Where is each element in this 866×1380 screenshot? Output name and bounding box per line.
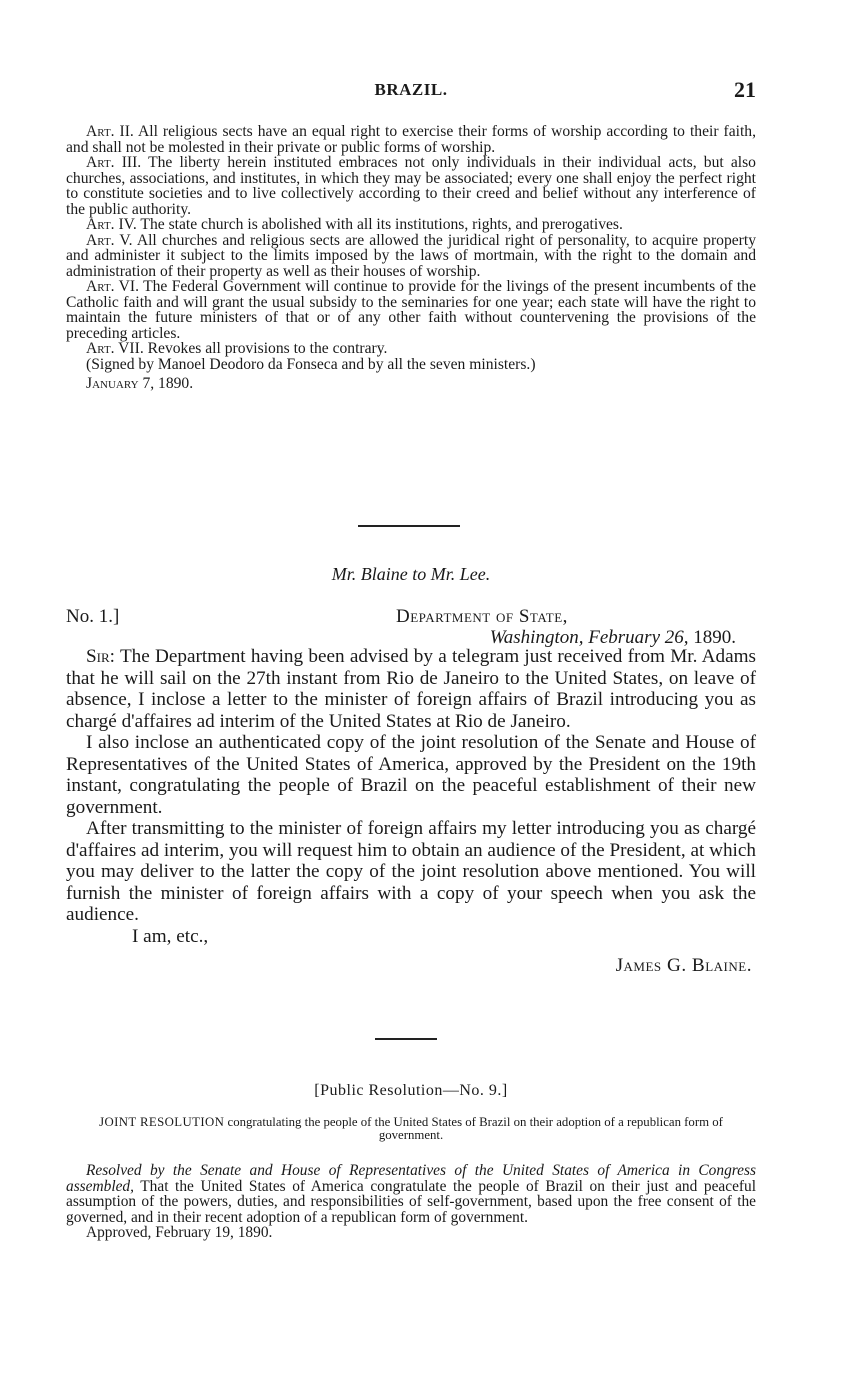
page-header [66, 77, 756, 110]
article-label: Art. VII. [86, 340, 144, 357]
signature: James G. Blaine. [615, 955, 752, 976]
resolution-paragraph [66, 1163, 756, 1225]
salutation: Sir: [86, 646, 116, 667]
article-2 [66, 124, 756, 155]
joint-text: congratulating the people of the United States of Brazil on their adoption of a republican form of government. [227, 1115, 723, 1142]
page-number: 21 [734, 77, 756, 102]
resolution-title [66, 1082, 756, 1100]
article-label: Art. VI. [86, 278, 139, 295]
article-text: The liberty herein instituted embraces not only individuals in their individual acts, but also churches, associations, and institutes, in which they may be associated; every one shall enjoy the perfect right to constitute societies and to live collectively according to their creed and belief without any interference of the public authority. [66, 154, 756, 218]
letter-paragraph: After transmitting to the minister of foreign affairs my letter introducing you as chargé d'affaires ad interim, you will request him to obtain an audience of the President, at which you may deliver to the latter the copy of the joint resolution above mentioned. You will furnish the minister of foreign affairs with a copy of your speech when you ask the audience. [66, 818, 756, 925]
article-text: The Federal Government will continue to provide for the livings of the present incumbents of the Catholic faith and will grant the usual subsidy to the seminaries for one year; each state will have the right to maintain the future ministers of that or of any other faith without countervening the provisions of the preceding articles. [66, 278, 756, 342]
place-date-text: Washington, February 26, [489, 627, 689, 648]
signed-note: (Signed by Manoel Deodoro da Fonseca and by all the seven ministers.) [86, 355, 536, 373]
closing: I am, etc., [132, 925, 209, 947]
article-label: Art. III. [86, 154, 142, 171]
article-3 [66, 155, 756, 217]
article-label: Art. II. [86, 123, 134, 140]
letter-body [66, 600, 756, 977]
letter-number: No. 1.] [66, 606, 120, 627]
letter-paragraph [66, 646, 756, 732]
letter-year: 1890. [693, 627, 736, 648]
section-divider [375, 1038, 437, 1040]
joint-resolution-caption [66, 1116, 756, 1142]
article-text: Revokes all provisions to the contrary. [147, 340, 388, 357]
date-month: January [86, 375, 139, 392]
letter-paragraph: I also inclose an authenticated copy of the joint resolution of the Senate and House of Representatives of the United States of America, approved by the President on the 19th instant, congratulating the people of Brazil on the peaceful establishment of their new government. [66, 732, 756, 818]
resolution-title-text: [Public Resolution—No. 9.] [314, 1082, 508, 1099]
article-text: All religious sects have an equal right to exercise their forms of worship according to their faith, and shall not be molested in their private or public forms of worship. [66, 123, 756, 156]
resolution-text: That the United States of America congratulate the people of Brazil on their just and peaceful assumption of the powers, duties, and responsibilities of self-government, based upon the free consent of the governed, and in their recent adoption of a republican form of government. [66, 1177, 756, 1226]
section-divider [358, 525, 460, 527]
date-rest: 7, 1890. [142, 375, 194, 392]
article-label: Art. V. [86, 231, 133, 249]
department: Department of State, [396, 606, 568, 627]
approved-line: Approved, February 19, 1890. [86, 1224, 273, 1241]
decree-date [66, 376, 756, 392]
article-5 [66, 233, 756, 280]
paragraph-text: The Department having been advised by a telegram just received from Mr. Adams that he will sail on the 27th instant from Rio de Janeiro to the United States, on leave of absence, I inclose a letter to the minister of foreign affairs of Brazil introducing you as chargé d'affaires ad interim of the United States at Rio de Janeiro. [66, 646, 756, 732]
place-date [490, 627, 736, 649]
article-6 [66, 279, 756, 341]
resolution-body [66, 1163, 756, 1241]
article-7 [66, 341, 756, 357]
decree-articles [66, 124, 756, 392]
article-text: The state church is abolished with all its institutions, rights, and prerogatives. [140, 216, 623, 233]
letter-heading: Mr. Blaine to Mr. Lee. [331, 564, 491, 584]
letter-header [66, 600, 756, 646]
joint-lead: JOINT RESOLUTION [99, 1115, 225, 1129]
article-4 [66, 217, 756, 233]
article-label: Art. IV. [86, 216, 137, 233]
enacting-clause: Resolved by the Senate and House of Representatives of the United States of America in Congress assembled, [66, 1162, 756, 1195]
article-text: All churches and religious sects are allowed the juridical right of personality, to acquire property and administer it subject to the limits imposed by the laws of mortmain, with the right to the domain and administration of their property as well as their houses of worship. [66, 231, 756, 280]
running-head: BRAZIL. [374, 80, 448, 99]
